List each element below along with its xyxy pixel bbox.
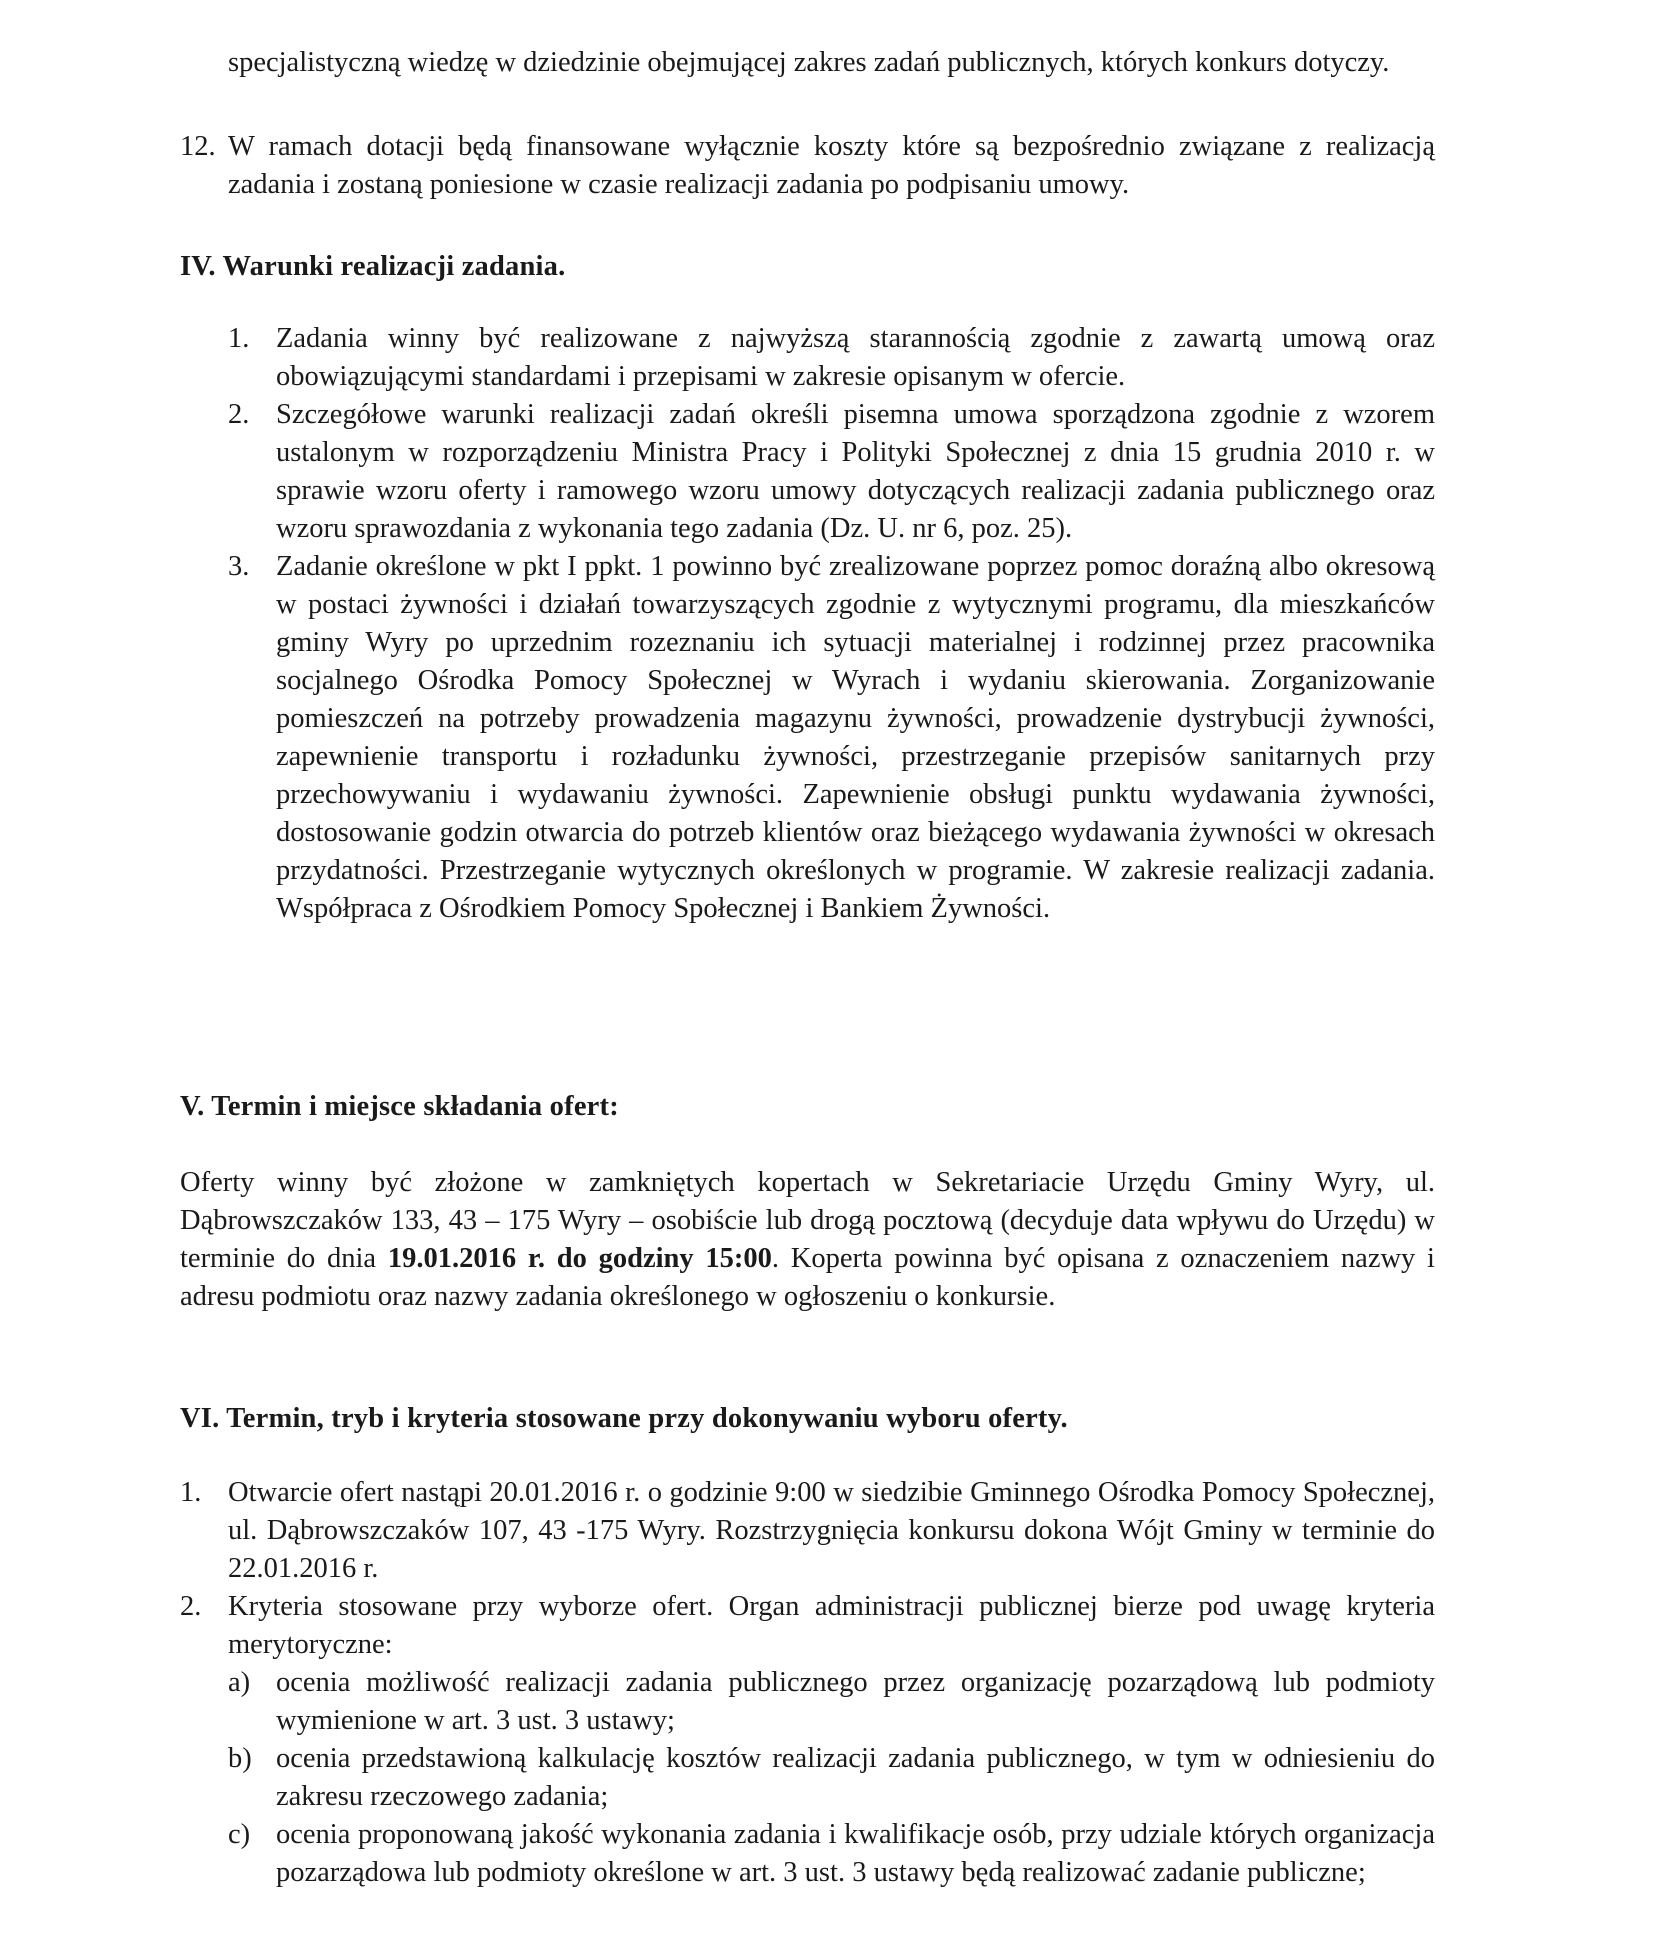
deadline-bold: 19.01.2016 r. do godziny 15:00 bbox=[387, 1243, 772, 1274]
section-v-heading: V. Termin i miejsce składania ofert: bbox=[180, 1091, 619, 1122]
sub-item-letter: b) bbox=[228, 1743, 252, 1774]
section-iv-list bbox=[228, 320, 1435, 928]
list-item-12 bbox=[180, 128, 1435, 204]
item-number: 12. bbox=[180, 131, 216, 162]
item-number: 2. bbox=[228, 399, 250, 430]
section-vi-list bbox=[180, 1474, 1435, 1892]
sub-list-item bbox=[228, 1664, 1435, 1740]
list-item bbox=[180, 1588, 1435, 1664]
item-text: Szczegółowe warunki realizacji zadań określi pisemna umowa sporządzona zgodnie z wzorem ustalonym w rozporządzeniu Ministra Pracy i Polityki Społecznej z dnia 15 grudnia 2010 r. w sprawie wzoru oferty i ramowego wzoru umowy dotyczących realizacji zadania publicznego oraz wzoru sprawozdania z wykonania tego zadania (Dz. U. nr 6, poz. 25). bbox=[276, 399, 1435, 544]
sub-item-letter: a) bbox=[228, 1667, 251, 1698]
section-v-paragraph bbox=[180, 1164, 1435, 1316]
sub-item-text: ocenia proponowaną jakość wykonania zadania i kwalifikacje osób, przy udziale których organizacja pozarządowa lub podmioty określone w art. 3 ust. 3 ustawy będą realizować zadanie publiczne; bbox=[276, 1819, 1435, 1888]
section-vi-heading: VI. Termin, tryb i kryteria stosowane przy dokonywaniu wyboru oferty. bbox=[180, 1403, 1068, 1434]
list-item bbox=[228, 320, 1435, 396]
sub-item-text: ocenia przedstawioną kalkulację kosztów realizacji zadania publicznego, w tym w odniesieniu do zakresu rzeczowego zadania; bbox=[276, 1743, 1435, 1812]
list-item bbox=[228, 396, 1435, 548]
item-text: Zadania winny być realizowane z najwyższą starannością zgodnie z zawartą umową oraz obowiązującymi standardami i przepisami w zakresie opisanym w ofercie. bbox=[276, 323, 1435, 392]
continuation-text: specjalistyczną wiedzę w dziedzinie obejmującej zakres zadań publicznych, których konkurs dotyczy. bbox=[228, 47, 1390, 78]
list-item bbox=[228, 548, 1435, 928]
sub-item-letter: c) bbox=[228, 1819, 251, 1850]
item-number: 1. bbox=[228, 323, 250, 354]
paragraph-text-start: Oferty winny być złożone w zamkniętych kopertach w Sekretariacie Urzędu Gminy Wyry, ul. Dąbrowszczaków 133, 43 – 175 Wyry – osobiście lub drogą pocztową (decyduje data wpływu do Urzędu) w terminie do dnia bbox=[180, 1167, 1435, 1274]
sub-list bbox=[180, 1664, 1435, 1892]
item-text: Kryteria stosowane przy wyborze ofert. Organ administracji publicznej bierze pod uwagę kryteria merytoryczne: bbox=[228, 1591, 1435, 1660]
sub-list-item bbox=[228, 1740, 1435, 1816]
item-text: Zadanie określone w pkt I ppkt. 1 powinno być zrealizowane poprzez pomoc doraźną albo okresową w postaci żywności i działań towarzyszących zgodnie z wytycznymi programu, dla mieszkańców gminy Wyry po uprzednim rozeznaniu ich sytuacji materialnej i rodzinnej przez pracownika socjalnego Ośrodka Pomocy Społecznej w Wyrach i wydaniu skierowania. Zorganizowanie pomieszczeń na potrzeby prowadzenia magazynu żywności, prowadzenie dystrybucji żywności, zapewnienie transportu i rozładunku żywności, przestrzeganie przepisów sanitarnych przy przechowywaniu i wydawaniu żywności. Zapewnienie obsługi punktu wydawania żywności, dostosowanie godzin otwarcia do potrzeb klientów oraz bieżącego wydawania żywności w okresach przydatności. Przestrzeganie wytycznych określonych w programie. W zakresie realizacji zadania. Współpraca z Ośrodkiem Pomocy Społecznej i Bankiem Żywności. bbox=[276, 551, 1435, 924]
paragraph-text-end: . Koperta powinna być opisana z oznaczeniem nazwy i adresu podmiotu oraz nazwy zadania określonego w ogłoszeniu o konkursie. bbox=[180, 1243, 1435, 1312]
item-text: Otwarcie ofert nastąpi 20.01.2016 r. o godzinie 9:00 w siedzibie Gminnego Ośrodka Pomocy Społecznej, ul. Dąbrowszczaków 107, 43 -175 Wyry. Rozstrzygnięcia konkursu dokona Wójt Gminy w terminie do 22.01.2016 r. bbox=[228, 1477, 1435, 1584]
item-number: 3. bbox=[228, 551, 250, 582]
item-number: 2. bbox=[180, 1591, 202, 1622]
section-iv-heading: IV. Warunki realizacji zadania. bbox=[180, 251, 566, 282]
item-number: 1. bbox=[180, 1477, 202, 1508]
item-text: W ramach dotacji będą finansowane wyłącznie koszty które są bezpośrednio związane z realizacją zadania i zostaną poniesione w czasie realizacji zadania po podpisaniu umowy. bbox=[228, 131, 1435, 200]
list-item bbox=[180, 1474, 1435, 1588]
continuation-paragraph bbox=[228, 44, 1435, 82]
sub-list-item bbox=[228, 1816, 1435, 1892]
sub-item-text: ocenia możliwość realizacji zadania publicznego przez organizację pozarządową lub podmioty wymienione w art. 3 ust. 3 ustawy; bbox=[276, 1667, 1435, 1736]
